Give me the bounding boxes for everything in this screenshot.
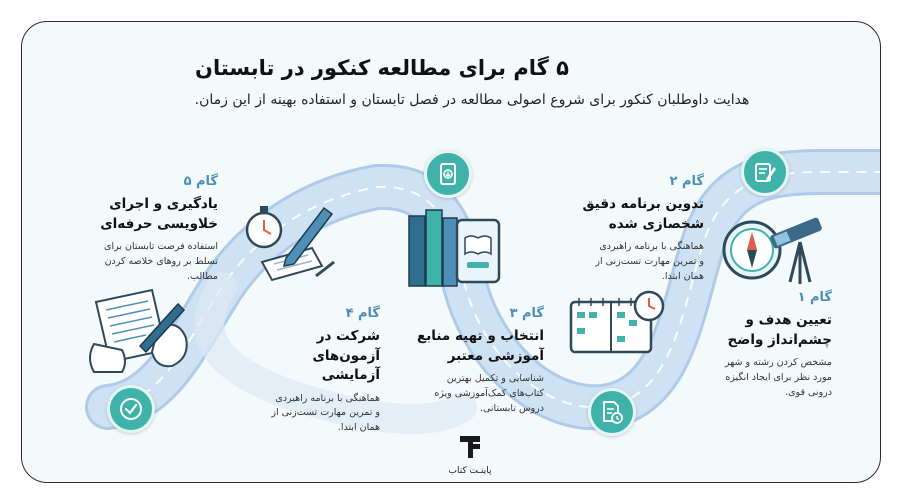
- infographic-card: [21, 21, 881, 483]
- step-title-line: آموزشی معتبر: [447, 347, 544, 364]
- step-2: [574, 174, 704, 284]
- planner-clock-illustration: [567, 290, 667, 356]
- books-tablet-illustration: [407, 204, 507, 288]
- notepad-pencil-icon: [752, 159, 778, 185]
- step-desc-line: دروس تابستانی.: [479, 402, 544, 414]
- step-description: [722, 356, 832, 400]
- step-desc-line: هماهنگی با برنامه راهبردی: [599, 241, 704, 253]
- step-desc-line: همان ابتدا.: [661, 270, 704, 282]
- step-description: [414, 372, 544, 416]
- milestone-3: [424, 150, 472, 198]
- step-desc-line: کتاب‌های کمک‌آموزشی ویژه: [434, 387, 544, 399]
- checkmark-icon: [118, 396, 144, 422]
- step-description: [78, 240, 218, 284]
- step-number: گام ۲: [669, 174, 704, 189]
- step-desc-line: شناسایی و تکمیل بهترین: [446, 373, 544, 385]
- page-title: ۵ گام برای مطالعه کنکور در تابستان: [195, 56, 569, 80]
- step-desc-line: و تمرین مهارت تست‌زنی از: [271, 407, 380, 419]
- step-description: [574, 240, 704, 284]
- step-4: [250, 306, 380, 436]
- step-number: گام ۵: [183, 174, 218, 189]
- step-desc-line: مشخص کردن رشته و شهر: [724, 357, 832, 369]
- step-title-line: آزمایشی: [321, 367, 380, 384]
- step-3: [414, 306, 544, 416]
- hand-writing-illustration: [82, 288, 192, 374]
- step-desc-line: استفاده فرصت تابستان برای: [104, 241, 218, 253]
- tablet-download-icon: [435, 161, 461, 187]
- page-subtitle: هدایت داوطلبان کنکور برای شروع اصولی مطالعه در فصل تابستان و استفاده بهینه از این زمان.: [194, 92, 750, 108]
- telescope-compass-illustration: [712, 208, 832, 288]
- document-clock-icon: [599, 399, 625, 425]
- step-desc-line: مورد نظر برای ایجاد انگیزه: [725, 371, 832, 383]
- step-1: [722, 290, 832, 400]
- step-number: گام ۳: [509, 306, 544, 321]
- logo-text: پاینـت کتاب: [448, 466, 492, 476]
- step-desc-line: همان ابتدا.: [337, 422, 380, 434]
- step-title-line: شخصازی شده: [608, 215, 704, 232]
- milestone-5: [107, 385, 155, 433]
- milestone-1: [741, 148, 789, 196]
- step-title-line: یادگیری و اجرای: [109, 196, 218, 212]
- brand-logo: [440, 434, 500, 476]
- step-title-line: تدوین برنامه دقیق: [582, 196, 704, 212]
- step-title-line: چشم‌انداز واضح: [727, 331, 832, 348]
- step-number: گام ۱: [797, 290, 832, 305]
- stopwatch-pencil-illustration: [242, 200, 342, 282]
- step-desc-line: مطالب.: [186, 270, 218, 282]
- step-desc-line: و تمرین مهارت تست‌زنی از: [595, 255, 704, 267]
- step-desc-line: هماهنگی با برنامه راهبردی: [275, 392, 380, 404]
- milestone-2: [588, 388, 636, 436]
- step-title-line: شرکت در آزمون‌های: [312, 328, 380, 364]
- paint-ketab-logo: [457, 434, 483, 460]
- step-title-line: تعیین هدف و: [745, 312, 832, 328]
- step-description: [250, 392, 380, 436]
- step-5: [78, 174, 218, 284]
- step-desc-line: درونی قوی.: [785, 386, 832, 398]
- step-number: گام ۴: [345, 306, 380, 321]
- step-title-line: انتخاب و تهیه منابع: [417, 328, 544, 344]
- step-title-line: خلاویسی حرفه‌ای: [100, 215, 218, 232]
- step-desc-line: تسلط بر روهای خلاصه کردن: [104, 255, 218, 267]
